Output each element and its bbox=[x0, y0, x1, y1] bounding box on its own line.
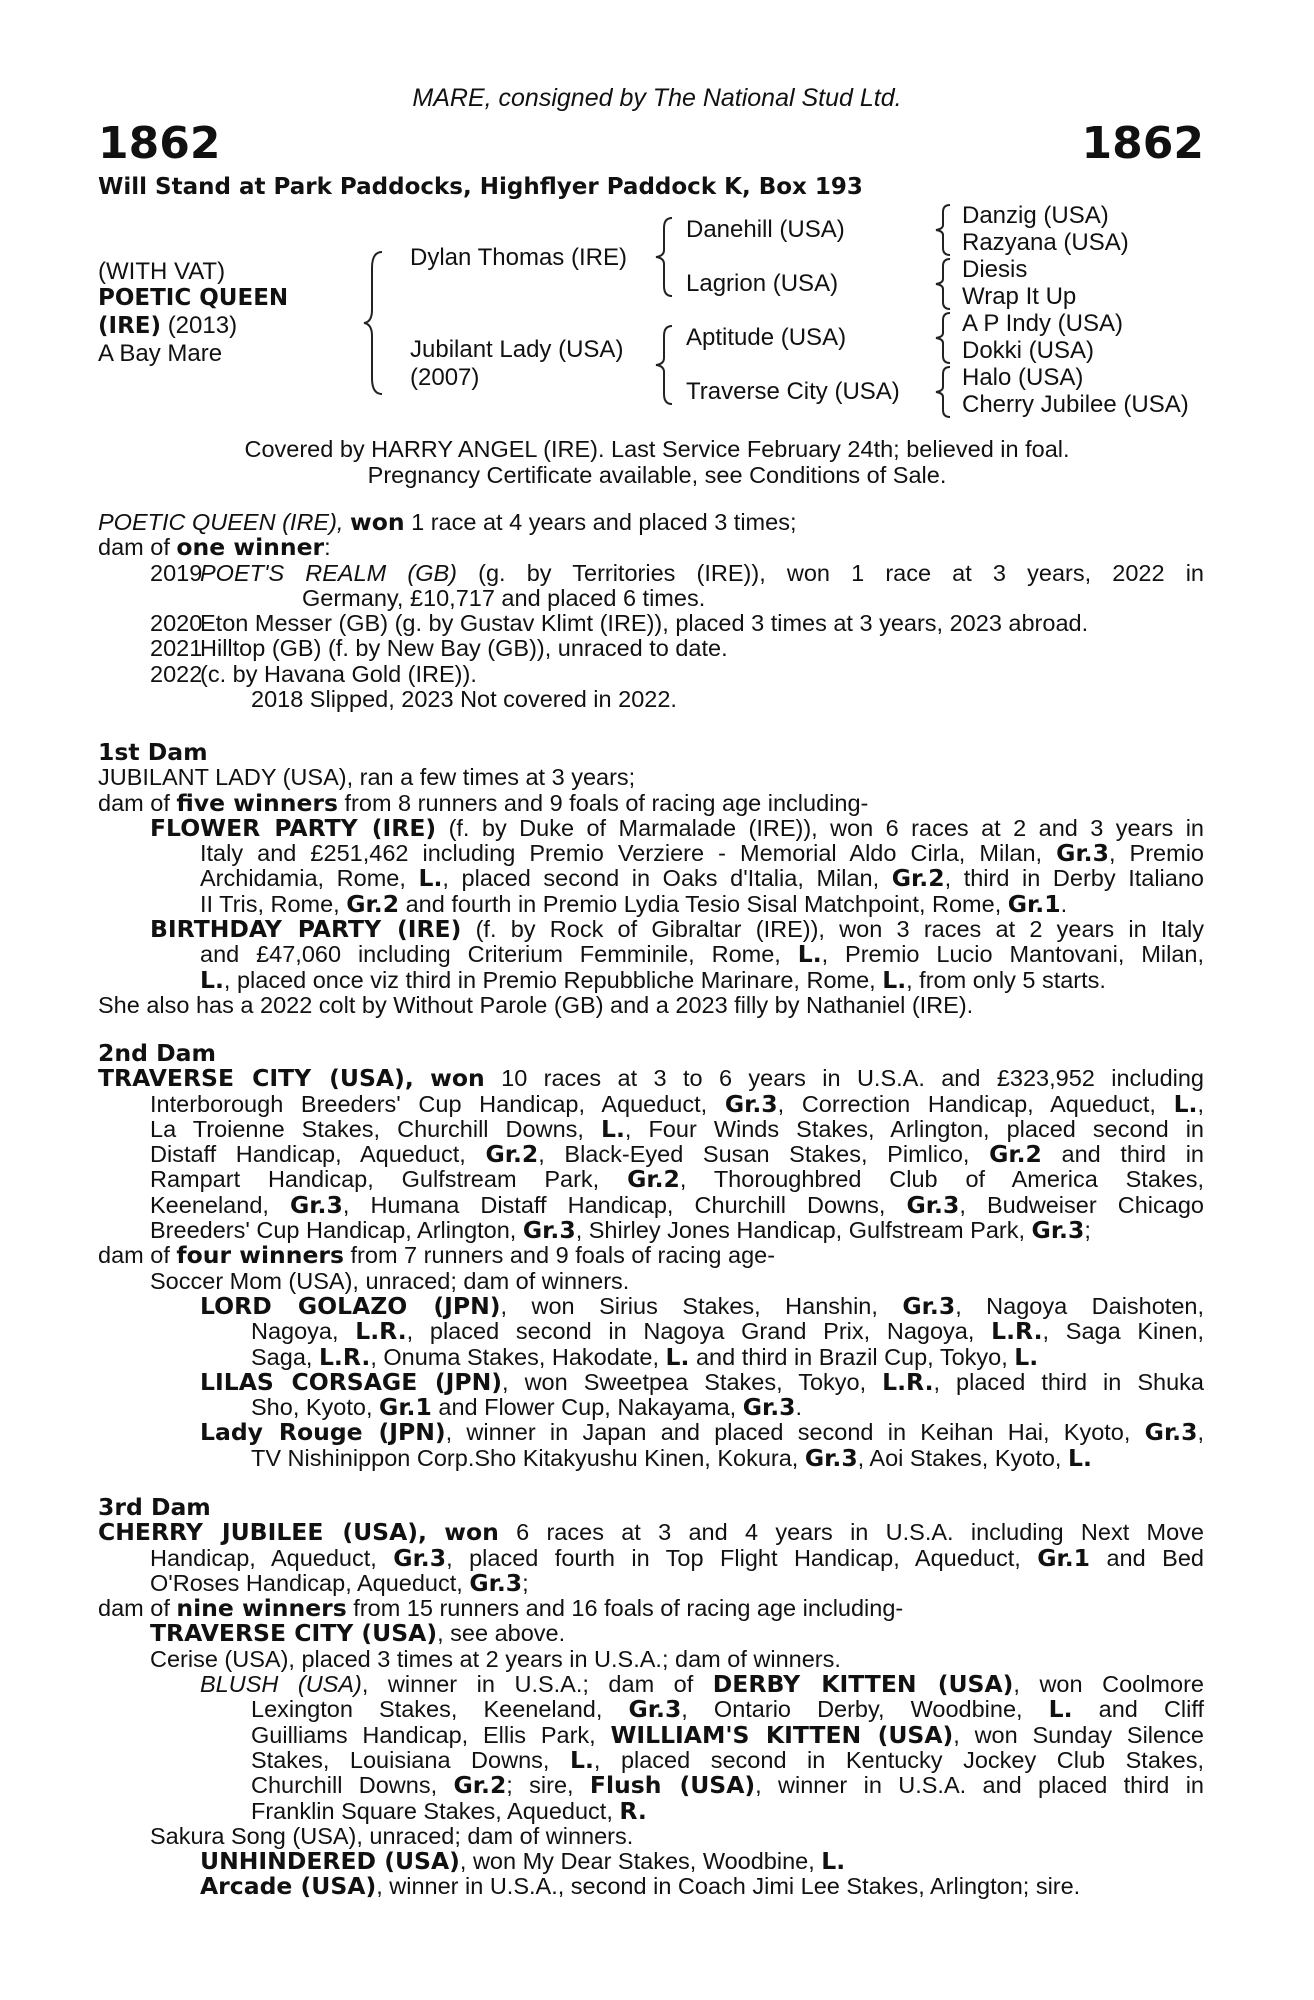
covered-line-2: Pregnancy Certificate available, see Conditions of Sale. bbox=[367, 462, 947, 488]
brace-3-1 bbox=[932, 202, 956, 258]
arcade-entry: Arcade (USA), winner in U.S.A., second in Coach Jimi Lee Stakes, Arlington; sire. bbox=[200, 1872, 1081, 1901]
dam-brace bbox=[652, 322, 678, 408]
sire-brace bbox=[652, 214, 678, 300]
produce-slipped: 2018 Slipped, 2023 Not covered in 2022. bbox=[251, 686, 677, 713]
unhindered-entry: UNHINDERED (USA), won My Dear Stakes, Woodbine, L. bbox=[200, 1847, 846, 1876]
brace-3-2 bbox=[932, 256, 956, 312]
cherry-jubilee-entry: CHERRY JUBILEE (USA), won 6 races at 3 and 4 years in U.S.A. including Next Move Handicap, Aqueduct, Gr.3, placed fourth in Top Flight Handicap, Aqueduct, Gr.1 and Bed O'Roses Handicap, Aqueduct, Gr.3; bbox=[98, 1518, 1204, 1597]
produce-2021: 2021Hilltop (GB) (f. by New Bay (GB)), unraced to date. bbox=[150, 635, 728, 662]
birthday-party-entry: BIRTHDAY PARTY (IRE) (f. by Rock of Gibraltar (IRE)), won 3 races at 2 years in Italy and £47,060 including Criterium Femminile, Rome, L., Premio Lucio Mantovani, Milan, L., placed once viz third in Premio Repubbliche Marinare, Rome, L., from only 5 starts. bbox=[150, 915, 1204, 994]
horse-description: A Bay Mare bbox=[98, 340, 223, 367]
pedigree-ssd: Razyana (USA) bbox=[962, 229, 1129, 256]
pedigree-ddd: Cherry Jubilee (USA) bbox=[962, 391, 1189, 418]
first-dam-section bbox=[98, 740, 1204, 1018]
flower-party-entry: FLOWER PARTY (IRE) (f. by Duke of Marmalade (IRE)), won 6 races at 2 and 3 years in Italy and £251,462 including Premio Verziere - Memorial Aldo Cirla, Milan, Gr.3, Premio Archidamia, Rome, L., placed second in Oaks d'Italia, Milan, Gr.2, third in Derby Italiano II Tris, Rome, Gr.2 and fourth in Premio Lydia Tesio Sisal Matchpoint, Rome, Gr.1. bbox=[150, 813, 1205, 918]
lord-golazo-entry: LORD GOLAZO (JPN), won Sirius Stakes, Hanshin, Gr.3, Nagoya Daishoten, Nagoya, L.R., placed second in Nagoya Grand Prix, Nagoya, L.R., Saga Kinen, Saga, L.R., Onuma Stakes, Hakodate, L. and third in Brazil Cup, Tokyo, L. bbox=[200, 1291, 1205, 1371]
horse-identity bbox=[98, 258, 288, 367]
blush-entry: BLUSH (USA), winner in U.S.A.; dam of DERBY KITTEN (USA), won Coolmore Lexington Stakes, Keeneland, Gr.3, Ontario Derby, Woodbine, L. and Cliff Guilliams Handicap, Ellis Park, WILLIAM'S KITTEN (USA), won Sunday Silence Stakes, Louisiana Downs, L., placed second in Kentucky Jockey Club Stakes, Churchill Downs, Gr.2; sire, Flush (USA), winner in U.S.A. and placed third in Franklin Square Stakes, Aqueduct, R. bbox=[200, 1670, 1204, 1825]
produce-2019: 2019POET'S REALM (GB) (g. by Territories (IRE)), won 1 race at 3 years, 2022 in bbox=[150, 559, 1204, 586]
third-dam-dam-of: dam of nine winners from 15 runners and 16 foals of racing age including- bbox=[98, 1594, 904, 1623]
lot-number-left: 1862 bbox=[98, 118, 221, 169]
second-dam-section bbox=[98, 1041, 1204, 1471]
first-dam-line: JUBILANT LADY (USA), ran a few times at 3 years; bbox=[98, 764, 636, 791]
produce-2020: 2020Eton Messer (GB) (g. by Gustav Klimt (IRE)), placed 3 times at 3 years, 2023 abroad. bbox=[150, 610, 1089, 637]
first-dam-heading: 1st Dam bbox=[98, 738, 208, 766]
produce-dam-of: dam of one winner: bbox=[98, 533, 331, 562]
produce-2019-cont: Germany, £10,717 and placed 6 times. bbox=[302, 584, 706, 611]
covered-note bbox=[0, 436, 1314, 488]
pedigree-dam: Jubilant Lady (USA) bbox=[410, 336, 624, 363]
pedigree-sdd: Wrap It Up bbox=[962, 283, 1077, 310]
first-dam-also: She also has a 2022 colt by Without Parole (GB) and a 2023 filly by Nathaniel (IRE). bbox=[98, 991, 974, 1018]
first-dam-dam-of: dam of five winners from 8 runners and 9 foals of racing age including- bbox=[98, 788, 869, 817]
pedigree-sds: Diesis bbox=[962, 256, 1028, 283]
second-dam-heading: 2nd Dam bbox=[98, 1039, 216, 1067]
lilas-corsage-entry: LILAS CORSAGE (JPN), won Sweetpea Stakes, Tokyo, L.R., placed third in Shuka Sho, Kyoto, Gr.1 and Flower Cup, Nakayama, Gr.3. bbox=[200, 1367, 1204, 1422]
pedigree-dam-sire: Aptitude (USA) bbox=[686, 324, 847, 351]
lady-rouge-entry: Lady Rouge (JPN), winner in Japan and placed second in Keihan Hai, Kyoto, Gr.3, TV Nishinippon Corp.Sho Kitakyushu Kinen, Kokura, Gr.3, Aoi Stakes, Kyoto, L. bbox=[200, 1418, 1204, 1472]
pedigree-dss: A P Indy (USA) bbox=[962, 310, 1123, 337]
main-brace bbox=[360, 248, 390, 398]
pedigree-dam-year: (2007) bbox=[410, 364, 480, 391]
pedigree-sire: Dylan Thomas (IRE) bbox=[410, 244, 627, 271]
horse-country: (IRE) bbox=[98, 313, 162, 339]
produce-2022: 2022(c. by Havana Gold (IRE)). bbox=[150, 660, 477, 687]
traverse-city-ref: TRAVERSE CITY (USA), see above. bbox=[150, 1619, 566, 1648]
pedigree-sire-dam: Lagrion (USA) bbox=[686, 270, 839, 297]
stand-location: Will Stand at Park Paddocks, Highflyer Paddock K, Box 193 bbox=[98, 174, 863, 200]
pedigree-dsd: Dokki (USA) bbox=[962, 337, 1095, 364]
covered-line-1: Covered by HARRY ANGEL (IRE). Last Service February 24th; believed in foal. bbox=[244, 436, 1070, 462]
pedigree-dam-dam: Traverse City (USA) bbox=[686, 378, 900, 405]
pedigree-sss: Danzig (USA) bbox=[962, 202, 1109, 229]
cerise-entry: Cerise (USA), placed 3 times at 2 years in U.S.A.; dam of winners. bbox=[150, 1645, 841, 1672]
pedigree-dds: Halo (USA) bbox=[962, 364, 1084, 391]
horse-name: POETIC QUEEN bbox=[98, 285, 289, 311]
vat-note: (WITH VAT) bbox=[98, 258, 226, 285]
soccer-mom-entry: Soccer Mom (USA), unraced; dam of winners. bbox=[150, 1267, 630, 1294]
brace-3-4 bbox=[932, 364, 956, 420]
lot-number-right: 1862 bbox=[1081, 118, 1204, 169]
third-dam-heading: 3rd Dam bbox=[98, 1493, 211, 1521]
sakura-song-entry: Sakura Song (USA), unraced; dam of winners. bbox=[150, 1822, 634, 1849]
second-dam-dam-of: dam of four winners from 7 runners and 9 foals of racing age- bbox=[98, 1241, 776, 1270]
pedigree-sire-sire: Danehill (USA) bbox=[686, 216, 845, 243]
produce-record bbox=[98, 510, 1204, 712]
traverse-city-entry: TRAVERSE CITY (USA), won 10 races at 3 to 6 years in U.S.A. and £323,952 including Interborough Breeders' Cup Handicap, Aqueduct, Gr.3, Correction Handicap, Aqueduct, L., La Troienne Stakes, Churchill Downs, L., Four Winds Stakes, Arlington, placed second in Distaff Handicap, Aqueduct, Gr.2, Black-Eyed Susan Stakes, Pimlico, Gr.2 and third in Rampart Handicap, Gulfstream Park, Gr.2, Thoroughbred Club of America Stakes, Keeneland, Gr.3, Humana Distaff Handicap, Churchill Downs, Gr.3, Budweiser Chicago Breeders' Cup Handicap, Arlington, Gr.3, Shirley Jones Handicap, Gulfstream Park, Gr.3; bbox=[98, 1064, 1205, 1245]
consignor-line: MARE, consigned by The National Stud Ltd. bbox=[412, 84, 902, 112]
third-dam-section bbox=[98, 1495, 1204, 1900]
horse-year: (2013) bbox=[167, 312, 238, 339]
produce-summary: POETIC QUEEN (IRE), won 1 race at 4 years and placed 3 times; bbox=[98, 508, 797, 536]
brace-3-3 bbox=[932, 310, 956, 366]
